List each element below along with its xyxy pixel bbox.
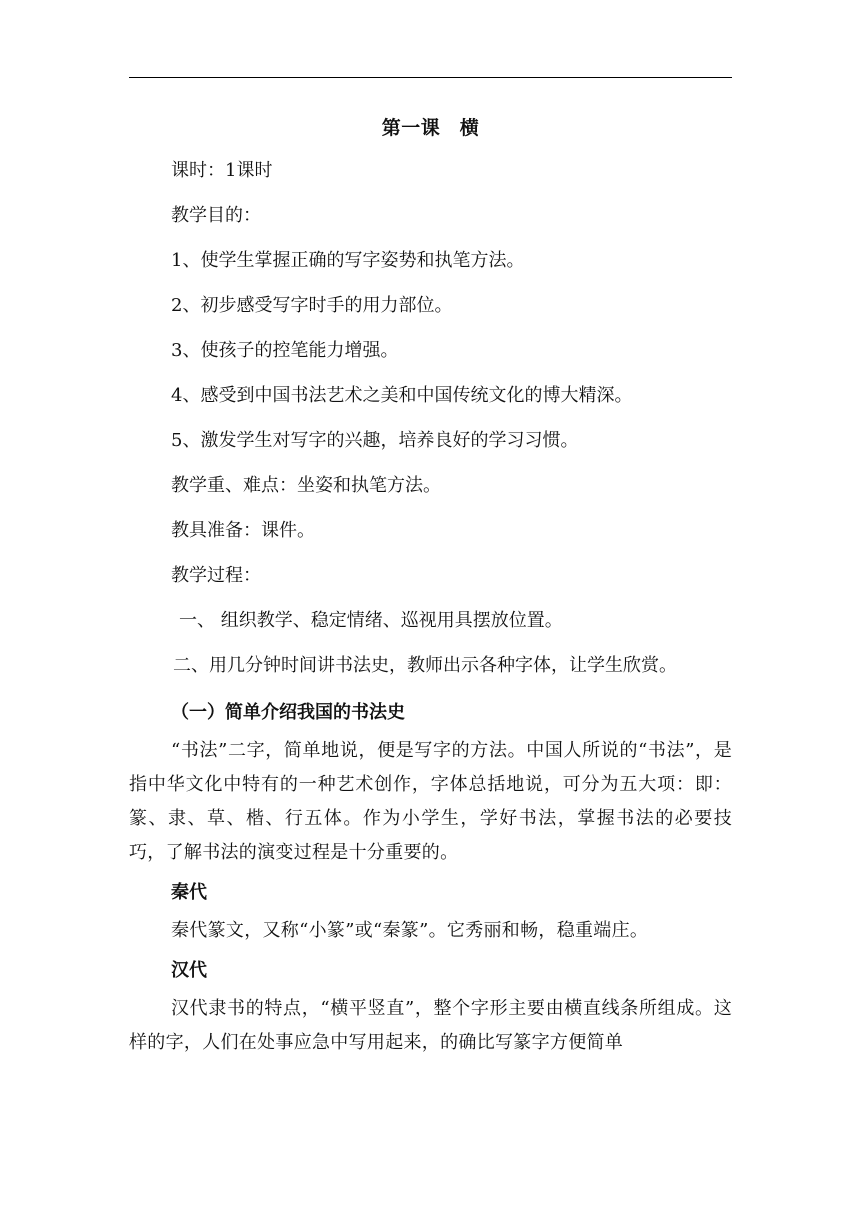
history-intro-paragraph: “书法”二字，简单地说，便是写字的方法。中国人所说的“书法”，是指中华文化中特有的一种艺术创作，字体总括地说，可分为五大项：即：篆、隶、草、楷、行五体。作为小学生，学好书法，掌握书法的必要技巧，了解书法的演变过程是十分重要的。 xyxy=(129,740,732,863)
history-heading: （一）简单介绍我国的书法史 xyxy=(171,702,405,723)
lesson-title: 第一课 横 xyxy=(381,117,480,139)
process-step-1: 一、 组织教学、稳定情绪、巡视用具摆放位置。 xyxy=(179,610,563,631)
materials: 教具准备：课件。 xyxy=(171,520,315,541)
process-heading: 教学过程： xyxy=(171,565,261,586)
class-hours: 课时：1课时 xyxy=(171,160,273,181)
objective-4: 4、感受到中国书法艺术之美和中国传统文化的博大精深。 xyxy=(171,385,633,406)
han-dynasty-heading: 汉代 xyxy=(171,960,207,981)
qin-dynasty-paragraph: 秦代篆文，又称“小篆”或“秦篆”。它秀丽和畅，稳重端庄。 xyxy=(171,920,649,941)
objective-3: 3、使孩子的控笔能力增强。 xyxy=(171,340,399,361)
objective-5: 5、激发学生对写字的兴趣，培养良好的学习习惯。 xyxy=(171,430,579,451)
han-dynasty-paragraph: 汉代隶书的特点，“横平竖直”，整个字形主要由横直线条所组成。这样的字，人们在处事应急中写用起来，的确比写篆字方便简单 xyxy=(129,998,732,1053)
header-rule xyxy=(129,77,732,78)
process-step-2: 二、用几分钟时间讲书法史，教师出示各种字体，让学生欣赏。 xyxy=(173,655,677,676)
objective-2: 2、初步感受写字时手的用力部位。 xyxy=(171,295,453,316)
qin-dynasty-heading: 秦代 xyxy=(171,882,207,903)
objective-1: 1、使学生掌握正确的写字姿势和执笔方法。 xyxy=(171,250,525,271)
objectives-heading: 教学目的： xyxy=(171,205,261,226)
key-points: 教学重、难点：坐姿和执笔方法。 xyxy=(171,475,441,496)
document-body xyxy=(129,112,732,1068)
